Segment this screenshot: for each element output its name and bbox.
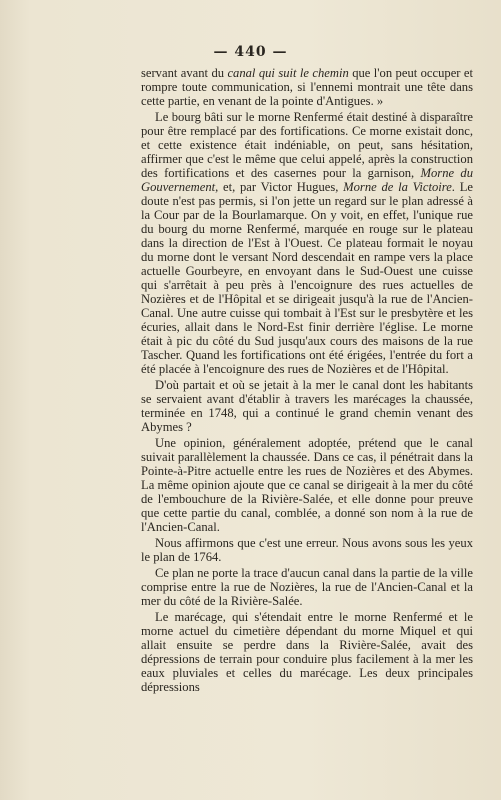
italic-text: Morne de la Victoire bbox=[343, 180, 452, 194]
paragraph bbox=[141, 378, 473, 434]
text-run: Ce plan ne porte la trace d'aucun canal dans la partie de la ville comprise entre la rue de Nozières, la rue de l'Ancien-Canal et la mer du côté de la Rivière-Salée. bbox=[141, 566, 473, 608]
text-run: Le bourg bâti sur le morne Renfermé était destiné à disparaître pour être remplacé par des fortifications. Ce morne existait donc, et cette existence était indéniable, on peut, sans hésitation, affirmer que c'est le même que celui appelé, après la construction des fortifications et des casernes pour la garnison, bbox=[141, 110, 473, 180]
paragraph bbox=[141, 110, 473, 376]
text-run: , et, par Victor Hugues, bbox=[215, 180, 344, 194]
page-number: — 440 — bbox=[213, 44, 288, 60]
body-text bbox=[141, 66, 473, 694]
text-run: D'où partait et où se jetait à la mer le canal dont les habitants se servaient avant d'établir à travers les marécages la chaussée, terminée en 1748, qui a continué le grand chemin venant des Abymes ? bbox=[141, 378, 473, 434]
italic-text: Morne du Gouvernement bbox=[141, 166, 473, 194]
text-run: . Le doute n'est pas permis, si l'on jette un regard sur le plan adressé à la Cour par de la Bourlamarque. On y voit, en effet, l'unique rue du bourg du morne Renfermé, marquée en rouge sur le plateau dans la direction de l'Est à l'Ouest. Ce plateau formait le noyau du morne dont le versant Nord descendait en rampe vers la place actuelle Gourbeyre, en envoyant dans le Sud-Ouest une cuisse qui s'arrêtait à peu près à l'encoignure des rues actuelles de Nozières et de l'Hôpital et se dirigeait jusqu'à la rue de l'Ancien-Canal. Une autre cuisse qui tombait à l'Est sur le presbytère et les écuries, allait dans le Nord-Est finir derrière l'église. Le morne était à pic du côté du Sud jusqu'aux cours des maisons de la rue Tascher. Quand les fortifications ont été érigées, l'entrée du fort a été placée à l'encoignure des rues de Nozières et de l'Hôpital. bbox=[141, 180, 473, 376]
paragraph bbox=[141, 536, 473, 564]
italic-text: canal qui suit le chemin bbox=[227, 66, 349, 80]
paragraph bbox=[141, 566, 473, 608]
text-run: que l'on peut occuper et rompre toute communication, si l'ennemi montrait une tête dans cette partie, en venant de la pointe d'Antigues. » bbox=[141, 66, 473, 108]
paragraph bbox=[141, 66, 473, 108]
text-run: Une opinion, généralement adoptée, prétend que le canal suivait parallèlement la chaussée. Dans ce cas, il pénétrait dans la Pointe-à-Pitre actuelle entre les rues de Nozières et des Abymes. La même opinion ajoute que ce canal se dirigeait à la mer du côté de l'embouchure de la Rivière-Salée, et elle donne pour preuve que cette partie du canal, comblée, a donné son nom à la rue de l'Ancien-Canal. bbox=[141, 436, 473, 534]
paragraph bbox=[141, 610, 473, 694]
paragraph bbox=[141, 436, 473, 534]
text-run: Nous affirmons que c'est une erreur. Nous avons sous les yeux le plan de 1764. bbox=[141, 536, 473, 564]
text-run: servant avant du bbox=[141, 66, 228, 80]
text-run: Le marécage, qui s'étendait entre le morne Renfermé et le morne actuel du cimetière dépendant du morne Miquel et qui allait ensuite se perdre dans la Rivière-Salée, avait des dépressions de terrain pour conduire plus facilement à la mer les eaux pluviales et celles du marécage. Les deux principales dépressions bbox=[141, 610, 473, 694]
